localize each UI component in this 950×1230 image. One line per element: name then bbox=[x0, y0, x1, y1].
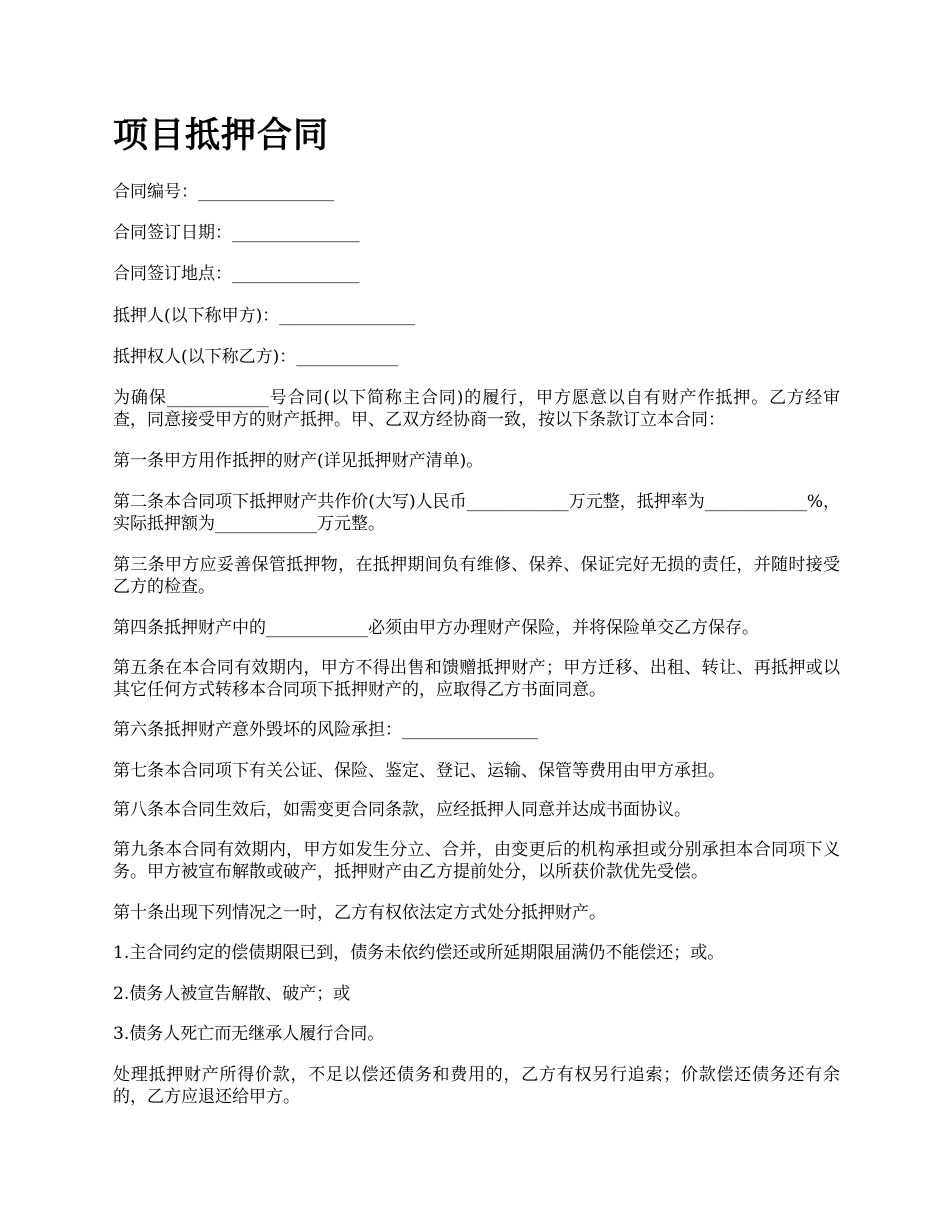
article-4: 第四条抵押财产中的____________必须由甲方办理财产保险，并将保险单交乙方保存。 bbox=[113, 618, 759, 638]
article-10: 第十条出现下列情况之一时，乙方有权依法定方式处分抵押财产。 bbox=[113, 903, 606, 923]
article-1: 第一条甲方用作抵押的财产(详见抵押财产清单)。 bbox=[113, 451, 484, 471]
article-2: 第二条本合同项下抵押财产共作价(大写)人民币____________万元整，抵押率为____________%，实际抵押额为____________万元整。 bbox=[113, 492, 840, 534]
condition-2: 2.债务人被宣告解散、破产；或 bbox=[113, 984, 351, 1004]
article-6: 第六条抵押财产意外毁坏的风险承担：________________ bbox=[113, 720, 538, 740]
article-5: 第五条在本合同有效期内，甲方不得出售和馈赠抵押财产；甲方迁移、出租、转让、再抵押或以其它任何方式转移本合同项下抵押财产的，应取得乙方书面同意。 bbox=[113, 658, 840, 700]
document-title: 项目抵押合同 bbox=[113, 116, 330, 156]
field-sign-place: 合同签订地点：_______________ bbox=[113, 264, 360, 284]
field-contract-number: 合同编号：________________ bbox=[113, 182, 334, 202]
condition-1: 1.主合同约定的偿债期限已到，债务未依约偿还或所延期限届满仍不能偿还；或。 bbox=[113, 943, 725, 963]
preamble-paragraph: 为确保____________号合同(以下简称主合同)的履行，甲方愿意以自有财产作抵押。乙方经审查，同意接受甲方的财产抵押。甲、乙双方经协商一致，按以下条款订立本合同： bbox=[113, 388, 840, 430]
article-7: 第七条本合同项下有关公证、保险、鉴定、登记、运输、保管等费用由甲方承担。 bbox=[113, 761, 725, 781]
article-3: 第三条甲方应妥善保管抵押物，在抵押期间负有维修、保养、保证完好无损的责任，并随时接受乙方的检查。 bbox=[113, 555, 840, 597]
field-sign-date: 合同签订日期：_______________ bbox=[113, 223, 360, 243]
field-mortgagor: 抵押人(以下称甲方)：________________ bbox=[113, 306, 416, 326]
condition-3: 3.债务人死亡而无继承人履行合同。 bbox=[113, 1024, 385, 1044]
article-9: 第九条本合同有效期内，甲方如发生分立、合并，由变更后的机构承担或分别承担本合同项下义务。甲方被宣布解散或破产，抵押财产由乙方提前处分，以所获价款优先受偿。 bbox=[113, 840, 840, 882]
closing-paragraph: 处理抵押财产所得价款，不足以偿还债务和费用的，乙方有权另行追索；价款偿还债务还有余的，乙方应退还给甲方。 bbox=[113, 1065, 840, 1107]
field-mortgagee: 抵押权人(以下称乙方)：____________ bbox=[113, 347, 399, 367]
article-8: 第八条本合同生效后，如需变更合同条款，应经抵押人同意并达成书面协议。 bbox=[113, 800, 691, 820]
